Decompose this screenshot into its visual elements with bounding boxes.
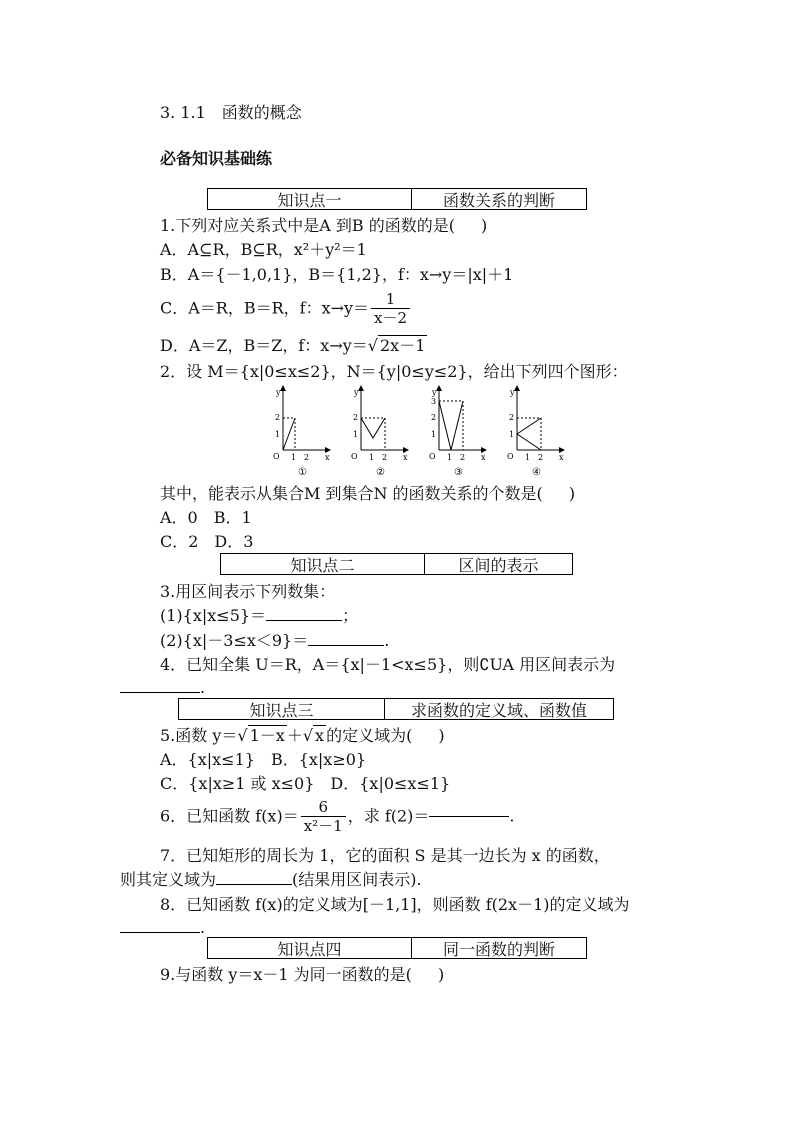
q4-answer-line: . xyxy=(120,678,205,698)
kp1-label: 知识点一 xyxy=(208,189,412,209)
knowledge-point-3-header xyxy=(178,698,614,720)
kp4-topic: 同一函数的判断 xyxy=(442,939,555,959)
svg-text:1: 1 xyxy=(431,430,437,439)
q1-c-fraction: $\frac{1}{x-2}$ xyxy=(371,290,410,327)
kp2-topic: 区间的表示 xyxy=(458,555,539,575)
graph-3 xyxy=(429,388,486,478)
graph-4-label: ④ xyxy=(532,467,541,478)
svg-text:2: 2 xyxy=(353,413,359,422)
svg-text:3: 3 xyxy=(431,397,437,406)
svg-text:O: O xyxy=(429,452,436,461)
svg-text:2: 2 xyxy=(538,453,544,462)
q7-line-2: 则其定义域为 (结果用区间表示). xyxy=(120,870,422,889)
svg-text:1: 1 xyxy=(291,453,297,462)
subheading: 必备知识基础练 xyxy=(160,149,273,168)
q7-line-1: 7．已知矩形的周长为 1，它的面积 S 是其一边长为 x 的函数， xyxy=(160,846,610,865)
q2-stem: 2．设 M＝{x|0≤x≤2}，N＝{y|0≤y≤2}，给出下列四个图形： xyxy=(160,362,628,381)
section-title: 3. 1.1 函数的概念 xyxy=(160,103,302,122)
q3-part-1: (1){x|x≤5}＝ ； xyxy=(160,606,359,625)
q1-option-a: A．A⊆R，B⊆R，x²＋y²＝1 xyxy=(160,240,367,259)
q2-options-cd: C．2 D．3 xyxy=(160,532,254,551)
svg-text:1: 1 xyxy=(525,453,531,462)
graph-4 xyxy=(507,388,564,478)
q1-option-c: C．A＝R，B＝R，f：x→y＝ $\frac{1}{x-2}$ xyxy=(160,290,412,327)
graph-1-label: ① xyxy=(298,467,307,478)
graph-3-label: ③ xyxy=(454,467,463,478)
kp1-topic: 函数关系的判断 xyxy=(442,190,555,210)
svg-text:O: O xyxy=(351,452,358,461)
svg-text:1: 1 xyxy=(353,430,359,439)
q2-question: 其中，能表示从集合M 到集合N 的函数关系的个数是( ) xyxy=(160,484,576,503)
svg-text:O: O xyxy=(507,452,514,461)
svg-text:y: y xyxy=(276,388,281,397)
svg-text:x: x xyxy=(481,453,486,462)
q5-stem: 5.函数 y＝√ 1－x ＋√ x 的定义域为( ) xyxy=(160,726,445,745)
svg-text:x: x xyxy=(559,453,564,462)
svg-text:y: y xyxy=(432,388,437,397)
q3-stem: 3.用区间表示下列数集： xyxy=(160,582,336,601)
q4-stem: 4．已知全集 U＝R，A＝{x|－1<x≤5}，则∁UA 用区间表示为 xyxy=(160,655,616,674)
svg-text:x: x xyxy=(325,453,330,462)
q5-options-cd: C．{x|x≥1 或 x≤0} D．{x|0≤x≤1} xyxy=(160,774,451,793)
q9-stem: 9.与函数 y＝x－1 为同一函数的是( ) xyxy=(160,965,445,984)
q6: 6．已知函数 f(x)＝ $\frac{6}{\text{x²－1}}$ ，求 f(2)＝ . xyxy=(160,798,515,835)
q3-part-2: (2){x|－3≤x＜9}＝ . xyxy=(160,631,390,650)
svg-text:2: 2 xyxy=(431,413,437,422)
q6-fraction: $\frac{6}{\text{x²－1}}$ xyxy=(301,798,346,835)
kp2-label: 知识点二 xyxy=(221,554,425,574)
kp3-label: 知识点三 xyxy=(179,699,385,719)
q2-options-ab: A．0 B．1 xyxy=(160,508,252,527)
svg-text:1: 1 xyxy=(447,453,453,462)
svg-text:1: 1 xyxy=(369,453,375,462)
svg-text:O: O xyxy=(273,452,280,461)
svg-text:x: x xyxy=(403,453,408,462)
graph-1 xyxy=(273,388,330,478)
q5-options-ab: A．{x|x≤1} B．{x|x≥0} xyxy=(160,750,367,769)
svg-text:2: 2 xyxy=(304,453,310,462)
knowledge-point-2-header xyxy=(220,553,573,575)
svg-text:2: 2 xyxy=(460,453,466,462)
q2-graphs xyxy=(258,380,578,480)
svg-text:2: 2 xyxy=(509,413,515,422)
q1-option-b: B．A＝{－1,0,1}，B＝{1,2}，f：x→y＝|x|＋1 xyxy=(160,265,514,284)
q8-line-1: 8．已知函数 f(x)的定义域为[－1,1]，则函数 f(2x－1)的定义域为 xyxy=(160,895,630,914)
svg-text:2: 2 xyxy=(275,413,281,422)
svg-text:1: 1 xyxy=(275,430,281,439)
svg-text:y: y xyxy=(354,388,359,397)
q8-answer-line: . xyxy=(120,918,205,938)
graph-2 xyxy=(351,388,408,478)
q1-stem: 1.下列对应关系式中是A 到B 的函数的是( ) xyxy=(160,216,488,235)
kp4-label: 知识点四 xyxy=(208,938,412,958)
kp3-topic: 求函数的定义域、函数值 xyxy=(410,700,587,720)
knowledge-point-1-header xyxy=(207,188,587,210)
q1-option-d: D．A＝Z，B＝Z，f：x→y＝√ 2x－1 xyxy=(160,336,426,355)
graph-2-label: ② xyxy=(376,467,385,478)
svg-text:y: y xyxy=(510,388,515,397)
knowledge-point-4-header xyxy=(207,937,587,959)
svg-text:2: 2 xyxy=(382,453,388,462)
svg-text:1: 1 xyxy=(509,430,515,439)
